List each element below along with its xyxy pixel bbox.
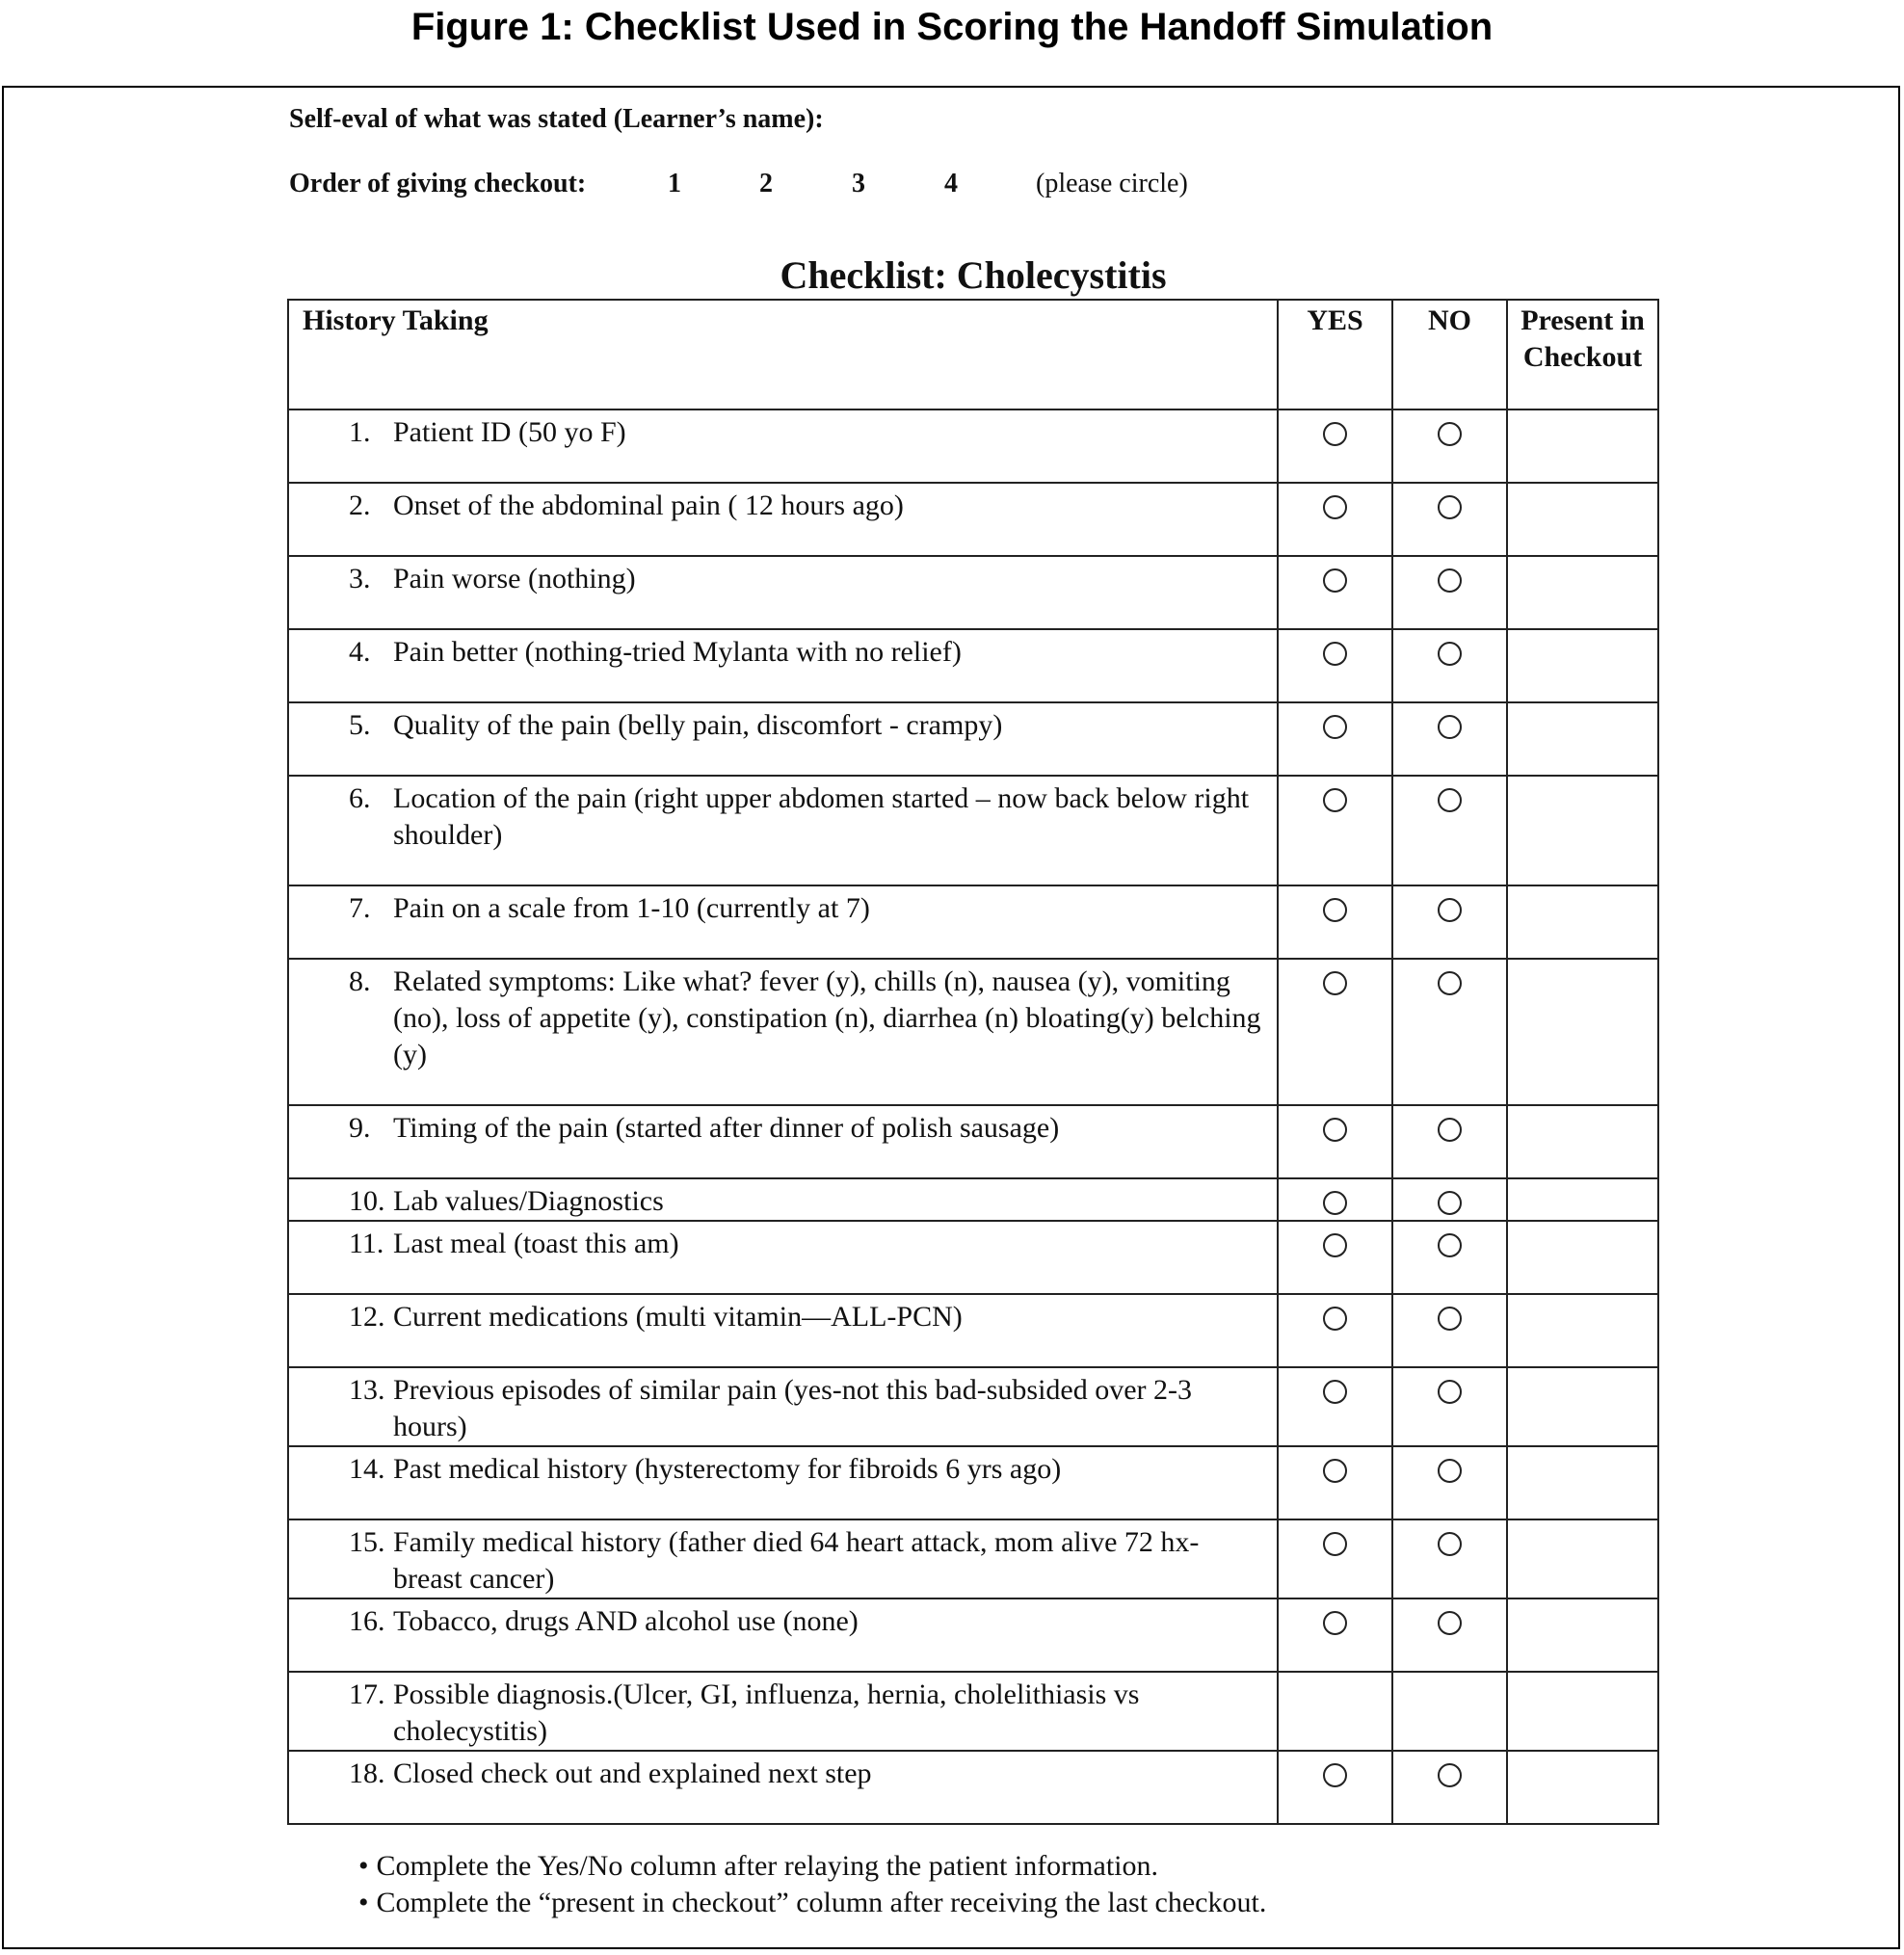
cell-yes	[1278, 409, 1392, 483]
radio-yes[interactable]	[1323, 495, 1347, 519]
radio-no[interactable]	[1438, 1118, 1462, 1142]
radio-yes[interactable]	[1323, 715, 1347, 739]
checklist-table	[287, 299, 1659, 1825]
radio-no[interactable]	[1438, 715, 1462, 739]
checklist-item-number: 2.	[349, 489, 371, 521]
checklist-item-number: 12.	[349, 1301, 385, 1333]
cell-yes	[1278, 483, 1392, 556]
checklist-item-text: Possible diagnosis.(Ulcer, GI, influenza, hernia, cholelithiasis vs cholecystitis)	[393, 1678, 1140, 1747]
order-of-checkout	[289, 169, 1188, 199]
cell-present-in-checkout[interactable]	[1507, 483, 1658, 556]
order-label: Order of giving checkout:	[289, 169, 587, 198]
checklist-item-number: 18.	[349, 1757, 385, 1789]
cell-no	[1392, 1294, 1507, 1367]
checklist-item-cell	[288, 1294, 1278, 1367]
cell-present-in-checkout[interactable]	[1507, 1105, 1658, 1178]
instruction-item: • Complete the “present in checkout” column after receiving the last checkout.	[358, 1885, 1266, 1921]
checklist-item-cell	[288, 1105, 1278, 1178]
radio-no[interactable]	[1438, 1763, 1462, 1787]
cell-no	[1392, 1105, 1507, 1178]
cell-no	[1392, 1221, 1507, 1294]
figure-title: Figure 1: Checklist Used in Scoring the Handoff Simulation	[410, 6, 1494, 48]
cell-no	[1392, 1598, 1507, 1672]
checklist-item-number: 9.	[349, 1112, 371, 1144]
checklist-item-number: 13.	[349, 1374, 385, 1406]
checklist-item-text: Pain worse (nothing)	[393, 563, 636, 594]
cell-yes	[1278, 702, 1392, 776]
radio-yes[interactable]	[1323, 1191, 1347, 1215]
radio-yes[interactable]	[1323, 642, 1347, 666]
checklist-row	[288, 1519, 1658, 1598]
checklist-row	[288, 1178, 1658, 1221]
checklist-item-cell	[288, 885, 1278, 959]
checklist-row	[288, 556, 1658, 629]
checklist-item-number: 16.	[349, 1605, 385, 1637]
checklist-item-cell	[288, 1221, 1278, 1294]
cell-present-in-checkout[interactable]	[1507, 409, 1658, 483]
cell-present-in-checkout[interactable]	[1507, 1294, 1658, 1367]
checklist-row	[288, 959, 1658, 1105]
cell-yes	[1278, 1598, 1392, 1672]
radio-yes[interactable]	[1323, 1459, 1347, 1483]
cell-yes	[1278, 1519, 1392, 1598]
checklist-item-number: 3.	[349, 563, 371, 594]
checklist-item-cell	[288, 1519, 1278, 1598]
radio-yes[interactable]	[1323, 1611, 1347, 1635]
checklist-row	[288, 1367, 1658, 1446]
cell-yes	[1278, 1367, 1392, 1446]
order-option-2[interactable]: 2	[759, 169, 773, 198]
checklist-item-text: Lab values/Diagnostics	[393, 1185, 664, 1217]
checklist-item-text: Closed check out and explained next step	[393, 1757, 872, 1789]
radio-no[interactable]	[1438, 788, 1462, 812]
cell-no	[1392, 1367, 1507, 1446]
radio-no[interactable]	[1438, 568, 1462, 593]
checklist-item-cell	[288, 702, 1278, 776]
cell-yes	[1278, 959, 1392, 1105]
order-option-4[interactable]: 4	[944, 169, 958, 198]
cell-no	[1392, 483, 1507, 556]
cell-no	[1392, 1751, 1507, 1824]
cell-no	[1392, 629, 1507, 702]
cell-present-in-checkout[interactable]	[1507, 1446, 1658, 1519]
checklist-item-text: Current medications (multi vitamin—ALL-PCN)	[393, 1301, 963, 1333]
radio-yes[interactable]	[1323, 1233, 1347, 1257]
cell-yes	[1278, 556, 1392, 629]
checklist-item-cell	[288, 1751, 1278, 1824]
radio-yes[interactable]	[1323, 1118, 1347, 1142]
cell-present-in-checkout[interactable]	[1507, 1221, 1658, 1294]
checklist-row	[288, 1446, 1658, 1519]
checklist-row	[288, 1598, 1658, 1672]
cell-no	[1392, 409, 1507, 483]
checklist-row	[288, 1294, 1658, 1367]
instructions-list	[358, 1848, 1266, 1921]
cell-present-in-checkout[interactable]	[1507, 629, 1658, 702]
checklist-item-cell	[288, 483, 1278, 556]
cell-no	[1392, 959, 1507, 1105]
radio-yes[interactable]	[1323, 1763, 1347, 1787]
cell-no	[1392, 1519, 1507, 1598]
cell-no	[1392, 1446, 1507, 1519]
radio-yes[interactable]	[1323, 422, 1347, 446]
header-history-taking: History Taking	[288, 300, 1278, 409]
checklist-row	[288, 1105, 1658, 1178]
cell-present-in-checkout[interactable]	[1507, 1672, 1658, 1751]
cell-present-in-checkout[interactable]	[1507, 776, 1658, 885]
checklist-header-row	[288, 300, 1658, 409]
radio-no[interactable]	[1438, 1307, 1462, 1331]
checklist-item-number: 17.	[349, 1678, 385, 1710]
radio-no[interactable]	[1438, 971, 1462, 995]
radio-yes[interactable]	[1323, 1380, 1347, 1404]
checklist-item-cell	[288, 1178, 1278, 1221]
cell-no	[1392, 702, 1507, 776]
checklist-item-cell	[288, 959, 1278, 1105]
checklist-item-number: 1.	[349, 416, 371, 448]
instruction-item: • Complete the Yes/No column after relaying the patient information.	[358, 1848, 1266, 1885]
radio-yes[interactable]	[1323, 1307, 1347, 1331]
checklist-row	[288, 776, 1658, 885]
checklist-row	[288, 702, 1658, 776]
radio-yes[interactable]	[1323, 1532, 1347, 1556]
checklist-item-number: 11.	[349, 1228, 384, 1259]
cell-present-in-checkout[interactable]	[1507, 556, 1658, 629]
radio-yes[interactable]	[1323, 568, 1347, 593]
checklist-item-text: Quality of the pain (belly pain, discomfort - crampy)	[393, 709, 1003, 741]
radio-no[interactable]	[1438, 495, 1462, 519]
checklist-item-text: Pain on a scale from 1-10 (currently at 7)	[393, 892, 870, 924]
cell-yes	[1278, 1221, 1392, 1294]
cell-present-in-checkout[interactable]	[1507, 1367, 1658, 1446]
order-option-1[interactable]: 1	[668, 169, 681, 198]
checklist-item-number: 15.	[349, 1526, 385, 1558]
checklist-item-cell	[288, 776, 1278, 885]
checklist-item-text: Related symptoms: Like what? fever (y), chills (n), nausea (y), vomiting (no), loss of appetite (y), constipation (n), diarrhea (n) bloating(y) belching (y)	[393, 965, 1261, 1070]
checklist-item-cell	[288, 1367, 1278, 1446]
checklist-item-number: 6.	[349, 782, 371, 814]
cell-yes	[1278, 1294, 1392, 1367]
checklist-item-text: Pain better (nothing-tried Mylanta with no relief)	[393, 636, 962, 668]
checklist-row	[288, 409, 1658, 483]
checklist-row	[288, 1221, 1658, 1294]
checklist-item-text: Location of the pain (right upper abdomen started – now back below right shoulder)	[393, 782, 1250, 851]
checklist-item-text: Past medical history (hysterectomy for fibroids 6 yrs ago)	[393, 1453, 1062, 1485]
checklist-row	[288, 885, 1658, 959]
cell-no	[1392, 776, 1507, 885]
checklist-item-text: Patient ID (50 yo F)	[393, 416, 626, 448]
checklist-row	[288, 1672, 1658, 1751]
checklist-item-number: 8.	[349, 965, 371, 997]
checklist-item-number: 4.	[349, 636, 371, 668]
cell-present-in-checkout[interactable]	[1507, 885, 1658, 959]
header-present-in-checkout: Present in Checkout	[1507, 300, 1658, 409]
radio-no[interactable]	[1438, 642, 1462, 666]
checklist-item-cell	[288, 1598, 1278, 1672]
checklist-item-cell	[288, 409, 1278, 483]
checklist-item-number: 10.	[349, 1185, 385, 1217]
radio-no[interactable]	[1438, 1191, 1462, 1215]
cell-no	[1392, 1672, 1507, 1751]
header-no: NO	[1392, 300, 1507, 409]
radio-no[interactable]	[1438, 898, 1462, 922]
checklist-item-number: 7.	[349, 892, 371, 924]
radio-no[interactable]	[1438, 1611, 1462, 1635]
checklist-item-text: Last meal (toast this am)	[393, 1228, 679, 1259]
cell-yes	[1278, 1446, 1392, 1519]
cell-yes	[1278, 776, 1392, 885]
checklist-item-text: Tobacco, drugs AND alcohol use (none)	[393, 1605, 859, 1637]
checklist-item-cell	[288, 629, 1278, 702]
radio-yes[interactable]	[1323, 971, 1347, 995]
radio-no[interactable]	[1438, 1459, 1462, 1483]
checklist-item-text: Previous episodes of similar pain (yes-not this bad-subsided over 2-3 hours)	[393, 1374, 1193, 1442]
header-yes: YES	[1278, 300, 1392, 409]
learner-name-label: Self-eval of what was stated (Learner’s name):	[289, 104, 824, 134]
cell-present-in-checkout[interactable]	[1507, 702, 1658, 776]
checklist-title: Checklist: Cholecystitis	[780, 253, 1167, 297]
radio-no[interactable]	[1438, 1380, 1462, 1404]
radio-no[interactable]	[1438, 1532, 1462, 1556]
cell-yes	[1278, 1751, 1392, 1824]
checklist-item-cell	[288, 1672, 1278, 1751]
checklist-row	[288, 1751, 1658, 1824]
checklist-item-text: Onset of the abdominal pain ( 12 hours ago)	[393, 489, 904, 521]
cell-no	[1392, 885, 1507, 959]
order-note: (please circle)	[1036, 169, 1188, 198]
cell-present-in-checkout[interactable]	[1507, 1178, 1658, 1221]
radio-yes[interactable]	[1323, 898, 1347, 922]
cell-present-in-checkout[interactable]	[1507, 1598, 1658, 1672]
checklist-row	[288, 629, 1658, 702]
radio-yes[interactable]	[1323, 788, 1347, 812]
cell-no	[1392, 1178, 1507, 1221]
cell-present-in-checkout[interactable]	[1507, 1751, 1658, 1824]
checklist-item-number: 14.	[349, 1453, 385, 1485]
cell-present-in-checkout[interactable]	[1507, 959, 1658, 1105]
order-option-3[interactable]: 3	[852, 169, 865, 198]
checklist-item-cell	[288, 556, 1278, 629]
checklist-item-text: Timing of the pain (started after dinner of polish sausage)	[393, 1112, 1060, 1144]
cell-yes	[1278, 1105, 1392, 1178]
cell-yes	[1278, 1672, 1392, 1751]
checklist-item-text: Family medical history (father died 64 heart attack, mom alive 72 hx-breast cancer)	[393, 1526, 1200, 1595]
cell-yes	[1278, 885, 1392, 959]
checklist-item-cell	[288, 1446, 1278, 1519]
cell-yes	[1278, 1178, 1392, 1221]
cell-yes	[1278, 629, 1392, 702]
radio-no[interactable]	[1438, 1233, 1462, 1257]
checklist-item-number: 5.	[349, 709, 371, 741]
cell-present-in-checkout[interactable]	[1507, 1519, 1658, 1598]
radio-no[interactable]	[1438, 422, 1462, 446]
checklist-row	[288, 483, 1658, 556]
cell-no	[1392, 556, 1507, 629]
